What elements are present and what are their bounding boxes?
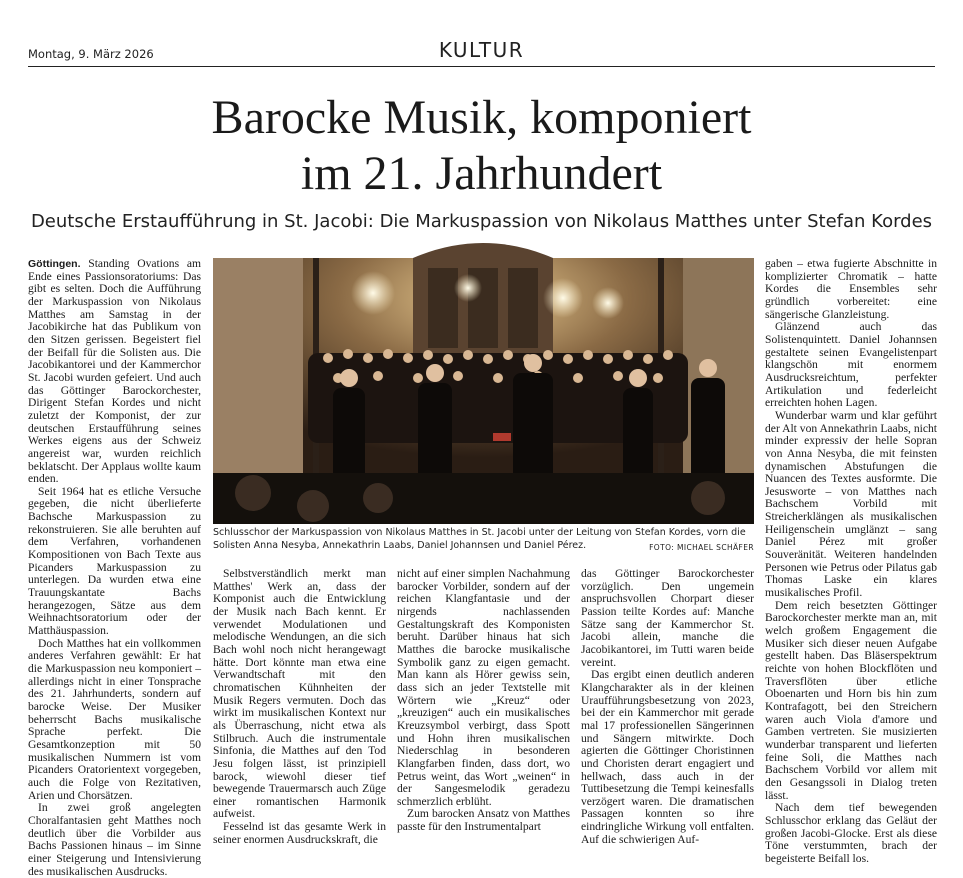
headline-line-2: im 21. Jahrhundert [300, 147, 663, 200]
paragraph: Das ergibt einen deutlich anderen Klangcharakter als in der kleinen Uraufführungsbesetzung von 2023, bei der ein Kammerchor mit gerade mal 17 professionellen Sängerinnen und Sängern mitwirkte. Doch agierten die Göttinger Choristinnen und Choristen derart engagiert und hellwach, dass auch in der Tuttibesetzung die Tempi keinesfalls verzögert waren. Die dramatischen Passagen konnten so ihre eindringliche Wirkung voll entfalten. Auf die schwierigen Auf- [581, 668, 754, 846]
caption-text: Schlusschor der Markuspassion von Nikolaus Matthes in St. Jacobi unter der Leitung von Stefan Kordes, vorn die Solisten Anna Nesyba, Annekathrin Laabs, Daniel Johannsen und Daniel Pérez. [213, 527, 746, 551]
section-title: KULTUR [438, 38, 525, 62]
paragraph: Wunderbar warm und klar geführt der Alt von Annekathrin Laabs, nicht minder expressiv der helle Sopran von Anna Nesyba, die mit feinsten dynamischen Abstufungen die Nuancen des Textes ausformte. Die Jesusworte – von Matthes nach Bachschem Vorbild mit Streicherklängen als musikalischen Heiligenschein umglänzt – sang Daniel Pérez mit großer Souveränität. Weiteren handelnden Personen wie Petrus oder Pilatus gab Thomas Laske ein klares musikalisches Profil. [765, 408, 937, 600]
concert-photo [213, 258, 754, 524]
paragraph: das Göttinger Barockorchester vorzüglich. Den ungemein anspruchsvollen Chorpart dieser Passion teilte Kordes auf: Manche Sätze sang der Kammerchor St. Jacobi allein, manche die Jacobikantorei, im Tutti waren beide vereint. [581, 567, 754, 669]
paragraph: Fesselnd ist das gesamte Werk in seiner enormen Ausdruckskraft, die [213, 820, 386, 846]
issue-date: Montag, 9. März 2026 [28, 47, 154, 61]
paragraph: Selbstverständlich merkt man Matthes' Werk an, dass der Komponist auch die Entwicklung der Musik nach Bach kennt. Er verwendet Modulationen und melodische Wendungen, an die sich Bach wohl noch nicht herangewagt hätte. Dort könnte man etwa eine Verwandtschaft mit den chromatischen Kühnheiten der Musik Regers vermuten. Doch das wirkt im musikalischen Kontext nur als Überraschung, nicht etwa als Stilbruch. Auch die instrumentale Sinfonia, die Matthes auf den Tod Jesu folgen lässt, ist prinzipiell barock, wiewohl dieser tief bewegende Trauermarsch auch Züge einer romantischen Harmonik aufweist. [213, 567, 386, 821]
subheadline: Deutsche Erstaufführung in St. Jacobi: Die Markuspassion von Nikolaus Matthes unter Stefan Kordes [30, 211, 933, 232]
photo-credit: FOTO: MICHAEL SCHÄFER [649, 542, 754, 552]
dateline: Göttingen. [28, 258, 81, 270]
paragraph: Doch Matthes hat ein vollkommen anderes Verfahren gewählt: Er hat die Markuspassion neu komponiert – allerdings nicht in einer Tonsprache des 21. Jahrhunderts, sondern auf barocke Weise. Der Musiker beherrscht Bachs musikalische Sprache perfekt. Die Gesamtkonzeption mit 50 musikalischen Nummern ist vom Picanders Oratorientext vorgegeben, auch die Folge von Rezitativen, Arien und Chorsätzen. [28, 636, 201, 802]
article-column-2 [213, 568, 386, 846]
paragraph [28, 258, 201, 486]
article-column-1 [28, 258, 201, 878]
paragraph: Zum barocken Ansatz von Matthes passte für den Instrumentalpart [397, 807, 570, 834]
photo-caption [213, 527, 754, 554]
article-column-3 [397, 568, 570, 834]
headline-line-1: Barocke Musik, komponiert [211, 91, 752, 144]
paragraph-text: Standing Ovations am Ende eines Passionsoratoriums: Das gibt es selten. Doch die Aufführung der Markuspassion von Nikolaus Matthes am Samstag in der Jacobikirche hat das Publikum von den Sitzen gerissen. Begeistert fiel der Beifall für die Solisten aus. Die Jacobikantorei und der Kammerchor St. Jacobi wurden gefeiert. Und auch das Göttinger Barockorchester, Dirigent Stefan Kordes und nicht zuletzt der Komponist, der zur deutschen Erstaufführung seines Werkes eigens aus der Schweiz angereist war, wurden reichlich beklatscht. Der Applaus wollte kaum enden. [28, 257, 201, 486]
paragraph: Nach dem tief bewegenden Schlusschor erklang das Geläut der großen Jacobi-Glocke. Erst als diese Töne verstummten, brach der begeisterte Beifall los. [765, 801, 937, 865]
paragraph: In zwei groß angelegten Choralfantasien geht Matthes noch deutlich über die Vorbilder aus Bachs Passionen hinaus – im Sinne einer Steigerung und Intensivierung des musikalischen Ausdrucks. [28, 801, 201, 878]
article-column-4 [581, 568, 754, 846]
header-rule [28, 66, 935, 67]
paragraph: Glänzend auch das Solistenquintett. Daniel Johannsen gestaltete seinen Evangelistenpart klangschön mit enormem Ausdrucksreichtum, perfekter Artikulation und federleicht erreichten hohen Lagen. [765, 320, 937, 410]
paragraph: Seit 1964 hat es etliche Versuche gegeben, die nicht überlieferte Bachsche Markuspassion zu rekonstruieren. Sie alle beruhten auf dem Verfahren, vorhandenen Kompositionen von Bach Texte aus Picanders Markuspassion zu unterlegen. Da wurden etwa eine Trauungskantate Bachs herangezogen, Sätze aus dem Weihnachtsoratorium oder der Matthäuspassion. [28, 484, 201, 638]
paragraph: nicht auf einer simplen Nachahmung barocker Vorbilder, sondern auf der reichen Klangfantasie und der nirgends nachlassenden Gestaltungskraft des Komponisten beruht. Darüber hinaus hat sich Matthes die barocke musikalische Symbolik ganz zu eigen gemacht. Man kann als Hörer gewiss sein, dass sich an jeder Textstelle mit Wörtern wie „Kreuz“ oder „kreuzigen“ auch ein musikalisches Kreuzsymbol verbirgt, dass Spott und Hohn ihren musikalischen Niederschlag in besonderen Klangfarben finden, dass dort, wo Petrus weint, das Wort „weinen“ in der Sangesmelodik geradezu schmerzlich erblüht. [397, 567, 570, 808]
headline [0, 90, 963, 202]
paragraph: gaben – etwa fugierte Abschnitte in komplizierter Chromatik – hatte Kordes die Ensembles sehr gründlich vorbereitet: eine sängerische Glanzleistung. [765, 257, 937, 321]
paragraph: Dem reich besetzten Göttinger Barockorchester merkte man an, mit welch großem Engagement die Musiker sich dieser neuen Aufgabe gestellt haben. Das Bläserspektrum reichte von hohen Blockflöten und Traversflöten über etliche Oboenarten und Horn bis hin zum Kontrafagott, bei den Streichern waren auch Viola d'amore und Gamben vertreten. Sie musizierten wunderbar transparent und lieferten feine Soli, die Matthes nach Bachschem Vorbild vor allem mit den Gesangssoli in Dialog treten lässt. [765, 598, 937, 802]
article-column-5 [765, 258, 937, 866]
